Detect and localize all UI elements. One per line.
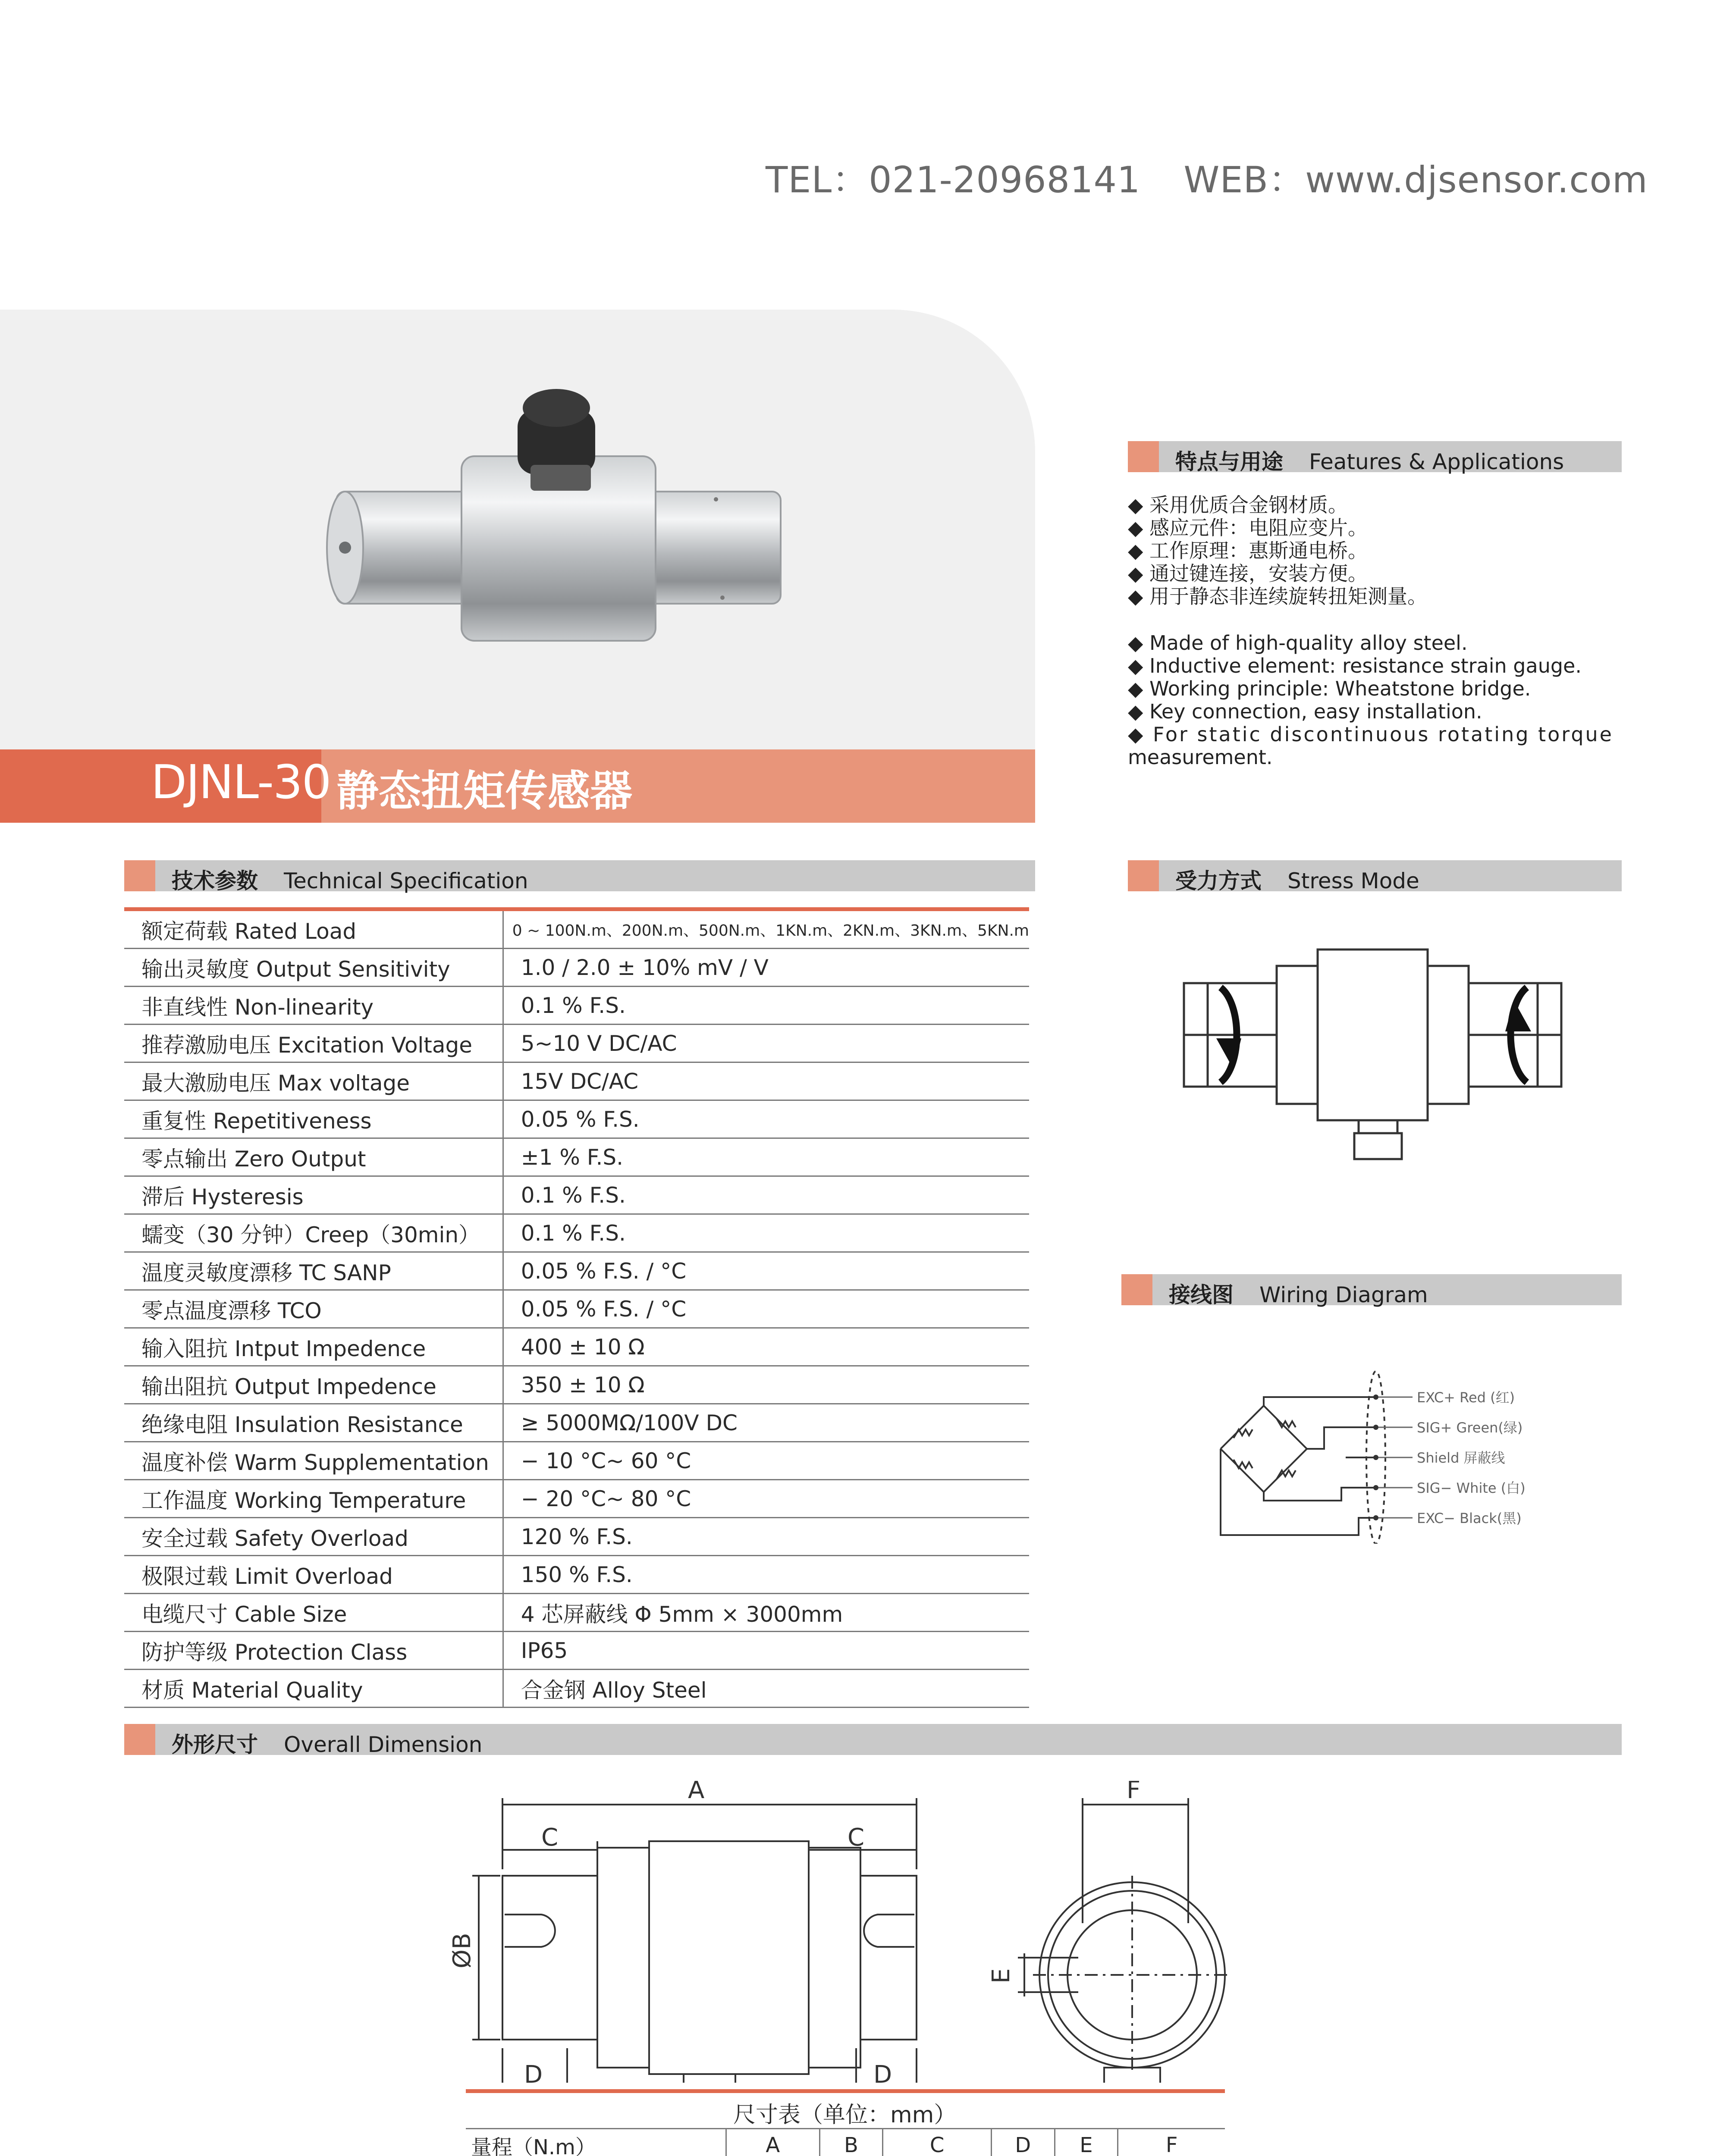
spec-value: 1.0 / 2.0 ± 10% mV / V: [503, 949, 1029, 987]
spec-value: 150 % F.S.: [503, 1556, 1029, 1594]
spec-value: 0.1 % F.S.: [503, 1176, 1029, 1214]
spec-row: [124, 1214, 1029, 1252]
spec-value: ±1 % F.S.: [503, 1138, 1029, 1176]
product-model: DJNL-30: [151, 755, 331, 809]
dim-letter-b: ØB: [448, 1933, 476, 1968]
section-marker: [1128, 441, 1159, 472]
dim-letter-a: A: [688, 1781, 705, 1804]
feature-item: measurement.: [1128, 746, 1273, 769]
feature-item: ◆ Working principle: Wheatstone bridge.: [1128, 677, 1531, 700]
section-marker: [124, 1724, 155, 1755]
spec-row: [124, 1442, 1029, 1480]
hero-panel: [0, 310, 1035, 749]
spec-row: [124, 1556, 1029, 1594]
feature-item: ◆ 用于静态非连续旋转扭矩测量。: [1128, 585, 1428, 608]
section-marker: [1128, 860, 1159, 891]
feature-item: ◆ For static discontinuous rotating torque: [1128, 723, 1614, 746]
spec-label: 材质 Material Quality: [124, 1670, 503, 1708]
spec-label: 重复性 Repetitiveness: [124, 1100, 503, 1138]
spec-row: [124, 1328, 1029, 1366]
feature-item: ◆ 通过键连接，安装方便。: [1128, 562, 1368, 585]
features-header: [1128, 441, 1622, 472]
spec-value: − 10 °C~ 60 °C: [503, 1442, 1029, 1480]
wiring-label: SIG+ Green(绿): [1417, 1420, 1523, 1436]
dim-letter-f: F: [1127, 1781, 1141, 1804]
wiring-diagram: [1216, 1363, 1596, 1544]
spec-label: 非直线性 Non-linearity: [124, 987, 503, 1025]
spec-row: [124, 1518, 1029, 1556]
dimension-table: [466, 2128, 1225, 2156]
section-marker: [1121, 1274, 1152, 1305]
spec-value: ≥ 5000MΩ/100V DC: [503, 1404, 1029, 1442]
spec-value: 0.1 % F.S.: [503, 1214, 1029, 1252]
wiring-title-en: Wiring Diagram: [1259, 1282, 1428, 1307]
spec-row: [124, 1670, 1029, 1708]
spec-label: 电缆尺寸 Cable Size: [124, 1594, 503, 1632]
spec-row: [124, 1404, 1029, 1442]
spec-row: [124, 1290, 1029, 1328]
spec-label: 输出灵敏度 Output Sensitivity: [124, 949, 503, 987]
spec-title-en: Technical Specification: [284, 868, 528, 893]
dim-letter-d: D: [873, 2061, 892, 2083]
section-marker: [124, 860, 155, 891]
wiring-label: EXC− Black(黑): [1417, 1510, 1522, 1526]
spec-value: 0.05 % F.S. / °C: [503, 1290, 1029, 1328]
spec-table: [124, 911, 1029, 1708]
spec-label: 安全过载 Safety Overload: [124, 1518, 503, 1556]
spec-row: [124, 1632, 1029, 1670]
spec-header: [124, 860, 1035, 891]
dimension-title-en: Overall Dimension: [284, 1732, 483, 1757]
spec-value: 0.1 % F.S.: [503, 987, 1029, 1025]
contact-line: [766, 151, 1648, 203]
spec-label: 温度灵敏度漂移 TC SANP: [124, 1252, 503, 1290]
dimension-drawing: [431, 1781, 1251, 2083]
spec-label: 额定荷载 Rated Load: [124, 911, 503, 949]
spec-row: [124, 987, 1029, 1025]
column-header: D: [991, 2129, 1055, 2156]
spec-row: [124, 1480, 1029, 1518]
spec-row: [124, 1176, 1029, 1214]
spec-row: [124, 1138, 1029, 1176]
spec-label: 工作温度 Working Temperature: [124, 1480, 503, 1518]
wiring-label: SIG− White (白): [1417, 1480, 1526, 1496]
spec-label: 零点温度漂移 TCO: [124, 1290, 503, 1328]
product-name: 静态扭矩传感器: [336, 767, 633, 816]
spec-row: [124, 1252, 1029, 1290]
spec-value: 合金钢 Alloy Steel: [503, 1670, 1029, 1708]
spec-title-cn: 技术参数: [172, 868, 258, 893]
dimension-title-cn: 外形尺寸: [172, 1732, 258, 1757]
spec-row: [124, 1594, 1029, 1632]
spec-top-rule: [124, 907, 1029, 911]
tel-text: TEL：021-20968141: [766, 159, 1141, 201]
spec-label: 绝缘电阻 Insulation Resistance: [124, 1404, 503, 1442]
dimension-table-title: 尺寸表（单位：mm）: [733, 2102, 957, 2128]
spec-row: [124, 949, 1029, 987]
spec-label: 极限过载 Limit Overload: [124, 1556, 503, 1594]
spec-row: [124, 911, 1029, 949]
column-header: 量程（N.m）: [466, 2129, 726, 2156]
dim-letter-c: C: [541, 1824, 559, 1852]
feature-item: ◆ 感应元件：电阻应变片。: [1128, 516, 1368, 539]
spec-value: IP65: [503, 1632, 1029, 1670]
wiring-label: EXC+ Red (红): [1417, 1389, 1515, 1406]
stress-header: [1128, 860, 1622, 891]
spec-row: [124, 1100, 1029, 1138]
spec-row: [124, 1366, 1029, 1404]
spec-value: 4 芯屏蔽线 Φ 5mm × 3000mm: [503, 1594, 1029, 1632]
feature-item: ◆ 工作原理：惠斯通电桥。: [1128, 539, 1368, 562]
spec-row: [124, 1062, 1029, 1100]
spec-label: 输出阻抗 Output Impedence: [124, 1366, 503, 1404]
feature-item: ◆ Made of high-quality alloy steel.: [1128, 631, 1468, 655]
features-title-cn: 特点与用途: [1175, 449, 1283, 474]
dim-letter-e: E: [987, 1968, 1015, 1984]
spec-value: 350 ± 10 Ω: [503, 1366, 1029, 1404]
dim-letter-d: D: [524, 2061, 543, 2083]
feature-item: ◆ Key connection, easy installation.: [1128, 700, 1482, 723]
spec-label: 滞后 Hysteresis: [124, 1176, 503, 1214]
spec-value: 0.05 % F.S. / °C: [503, 1252, 1029, 1290]
feature-item: ◆ 采用优质合金钢材质。: [1128, 493, 1348, 517]
wiring-label: Shield 屏蔽线: [1417, 1450, 1505, 1466]
web-text: WEB：www.djsensor.com: [1183, 159, 1648, 201]
table-header-row: [466, 2129, 1225, 2156]
stress-mode-diagram: [1165, 940, 1596, 1164]
spec-row: [124, 1025, 1029, 1062]
dimension-header: [124, 1724, 1622, 1755]
spec-value: 0 ~ 100N.m、200N.m、500N.m、1KN.m、2KN.m、3KN.m、5KN.m: [503, 911, 1029, 949]
spec-value: − 20 °C~ 80 °C: [503, 1480, 1029, 1518]
wiring-title-cn: 接线图: [1169, 1282, 1234, 1307]
spec-label: 温度补偿 Warm Supplementation: [124, 1442, 503, 1480]
features-list-en: [1128, 632, 1622, 769]
spec-value: 400 ± 10 Ω: [503, 1328, 1029, 1366]
spec-label: 最大激励电压 Max voltage: [124, 1062, 503, 1100]
spec-label: 零点输出 Zero Output: [124, 1138, 503, 1176]
wiring-header: [1121, 1274, 1622, 1305]
spec-label: 输入阻抗 Intput Impedence: [124, 1328, 503, 1366]
column-header: E: [1055, 2129, 1118, 2156]
product-photo: [0, 310, 1035, 749]
feature-item: ◆ Inductive element: resistance strain gauge.: [1128, 654, 1582, 677]
column-header: A: [726, 2129, 820, 2156]
column-header: C: [883, 2129, 992, 2156]
spec-label: 蠕变（30 分钟）Creep（30min）: [124, 1214, 503, 1252]
column-header: B: [819, 2129, 883, 2156]
spec-value: 5~10 V DC/AC: [503, 1025, 1029, 1062]
column-header: F: [1118, 2129, 1225, 2156]
features-list-cn: [1128, 494, 1427, 608]
dim-letter-c: C: [848, 1824, 865, 1852]
dimension-table-rule: [466, 2089, 1225, 2093]
spec-label: 推荐激励电压 Excitation Voltage: [124, 1025, 503, 1062]
spec-value: 15V DC/AC: [503, 1062, 1029, 1100]
stress-title-cn: 受力方式: [1175, 868, 1262, 893]
stress-title-en: Stress Mode: [1287, 868, 1419, 893]
spec-value: 120 % F.S.: [503, 1518, 1029, 1556]
spec-label: 防护等级 Protection Class: [124, 1632, 503, 1670]
spec-value: 0.05 % F.S.: [503, 1100, 1029, 1138]
features-title-en: Features & Applications: [1309, 449, 1564, 474]
